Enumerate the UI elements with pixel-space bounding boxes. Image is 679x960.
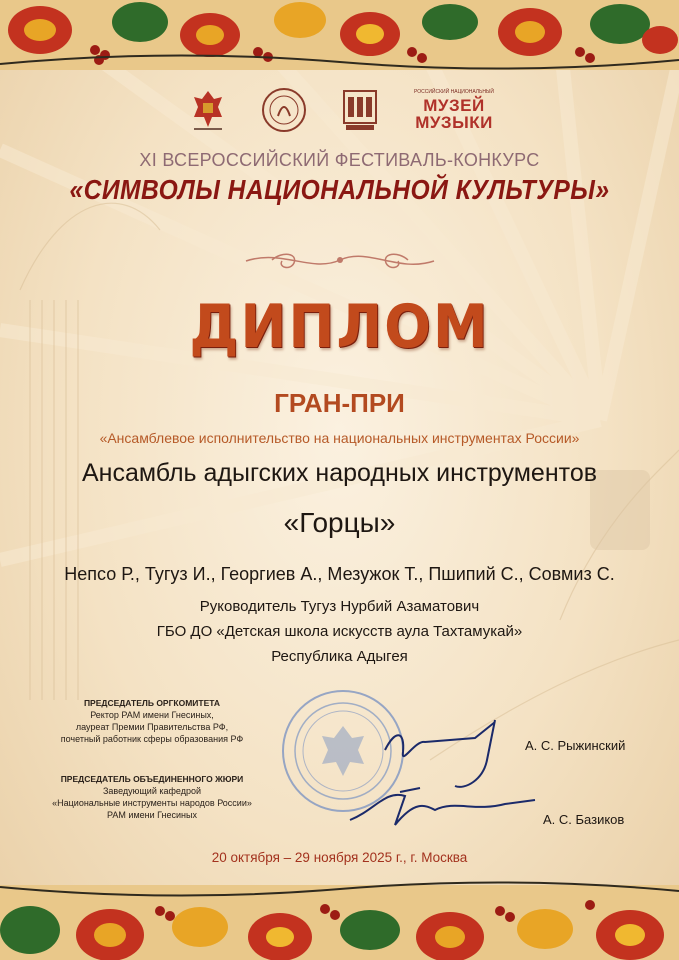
org-committee-signer: А. С. Рыжинский — [525, 738, 626, 753]
region-line: Республика Адыгея — [271, 648, 408, 665]
award-grade: ГРАН-ПРИ — [274, 388, 405, 418]
org-committee-line: Ректор РАМ имени Гнесиных, — [90, 710, 214, 720]
signatures-drawing — [345, 700, 575, 840]
divider-ornament — [242, 245, 438, 275]
museum-logo-line2: МУЗЫКИ — [415, 112, 493, 132]
gnesin-academy-icon — [332, 85, 388, 135]
org-committee-block — [42, 697, 262, 745]
partner-logos — [180, 82, 500, 138]
org-committee-line: лауреат Премии Правительства РФ, — [75, 722, 229, 732]
top-ornament-border — [0, 0, 679, 70]
org-committee-head: ПРЕДСЕДАТЕЛЬ ОРГКОМИТЕТА — [83, 698, 221, 708]
members-list: Непсо Р., Тугуз И., Георгиев А., Мезужок Т., Пшипий С., Совмиз С. — [64, 564, 615, 584]
festival-title: XI ВСЕРОССИЙСКИЙ ФЕСТИВАЛЬ-КОНКУРС — [139, 150, 540, 170]
jury-block — [42, 773, 262, 821]
museum-logo-line1: МУЗЕЙ — [423, 95, 485, 115]
jury-line: «Национальные инструменты народов России» — [52, 798, 252, 808]
museum-of-music-logo — [408, 90, 500, 131]
ministry-emblem-icon — [180, 85, 236, 135]
museum-logo-small: РОССИЙСКИЙ НАЦИОНАЛЬНЫЙ — [414, 88, 494, 95]
ensemble-description: Ансамбль адыгских народных инструментов — [81, 459, 597, 487]
bottom-ornament-border — [0, 875, 679, 960]
ensemble-name: «Горцы» — [283, 507, 396, 538]
leader-line: Руководитель Тугуз Нурбий Азаматович — [199, 598, 480, 615]
nomination: «Ансамблевое исполнительство на национальных инструментах России» — [99, 430, 580, 446]
academy-seal-icon — [256, 85, 312, 135]
contest-title: «СИМВОЛЫ НАЦИОНАЛЬНОЙ КУЛЬТУРЫ» — [69, 174, 610, 205]
diploma-title: ДИПЛОМ — [189, 292, 490, 362]
org-committee-line: почетный работник сферы образования РФ — [60, 734, 244, 744]
jury-head: ПРЕДСЕДАТЕЛЬ ОБЪЕДИНЕННОГО ЖЮРИ — [60, 774, 244, 784]
jury-line: Заведующий кафедрой — [102, 786, 202, 796]
jury-line: РАМ имени Гнесиных — [107, 810, 197, 820]
school-line: ГБО ДО «Детская школа искусств аула Тахтамукай» — [156, 623, 523, 640]
event-dates: 20 октября – 29 ноября 2025 г., г. Москва — [211, 850, 468, 865]
jury-signer: А. С. Базиков — [543, 812, 625, 827]
